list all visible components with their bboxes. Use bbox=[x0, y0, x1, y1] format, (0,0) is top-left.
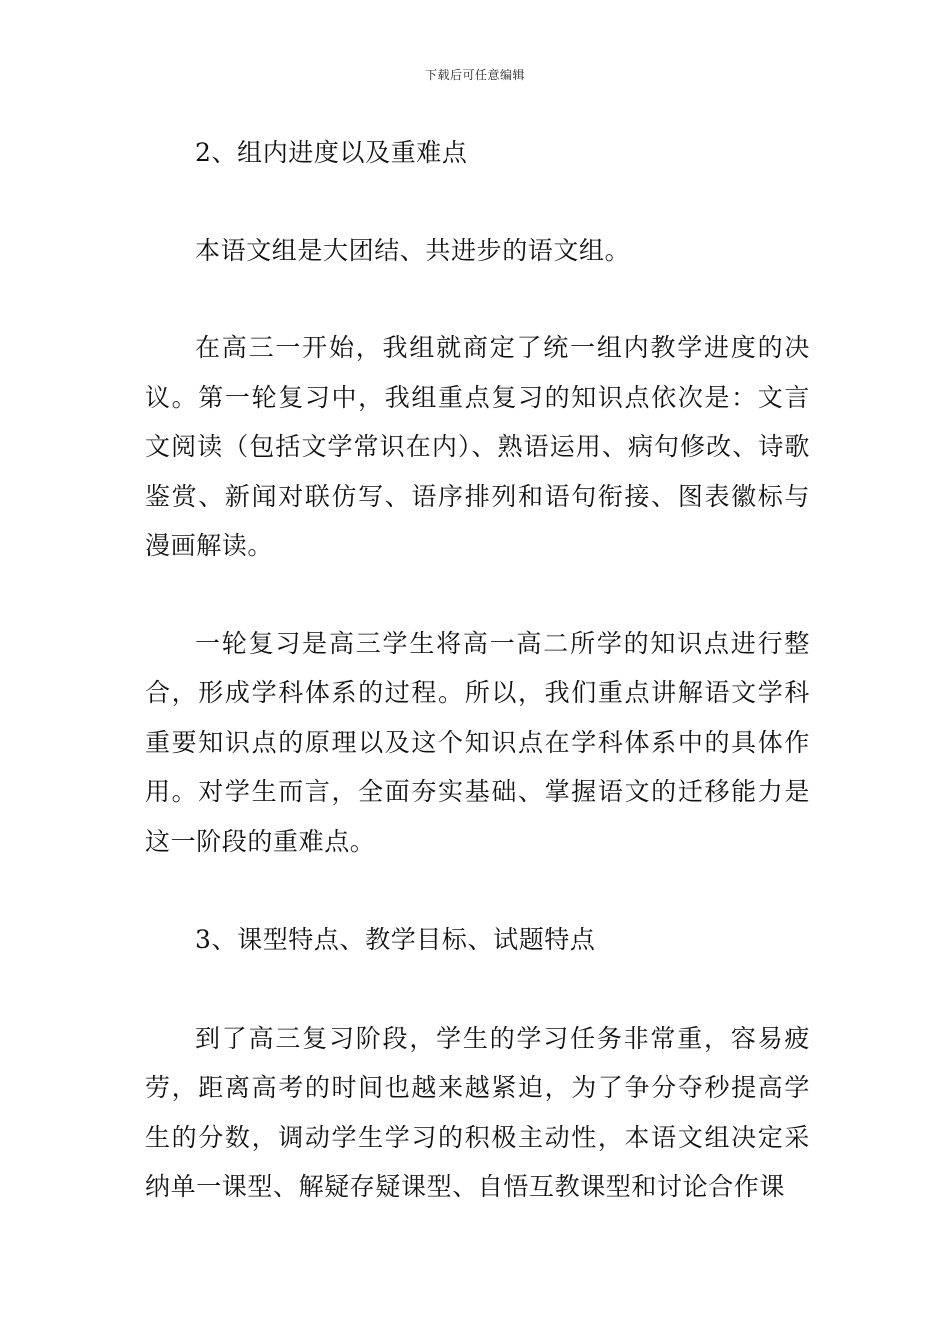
section-heading-2: 2、组内进度以及重难点 bbox=[195, 138, 468, 167]
page-header: 下载后可任意编辑 bbox=[424, 68, 525, 82]
paragraph-progress: 在高三一开始，我组就商定了统一组内教学进度的决议。第一轮复习中，我组重点复习的知识点依次是：文言文阅读（包括文学常识在内）、熟语运用、病句修改、诗歌鉴赏、新闻对联仿写、语序排列和语句衔接、图表徽标与漫画解读。 bbox=[145, 333, 810, 560]
paragraph-gap bbox=[145, 178, 810, 226]
paragraph-course-types: 到了高三复习阶段，学生的学习任务非常重，容易疲劳，距离高考的时间也越来越紧迫，为了争分夺秒提高学生的分数，调动学生学习的积极主动性，本语文组决定采纳单一课型、解疑存疑课型、自悟互教课型和讨论合作课 bbox=[145, 1023, 810, 1201]
paragraph-intro: 本语文组是大团结、共进步的语文组。 bbox=[195, 235, 631, 265]
paragraph-review: 一轮复习是高三学生将高一高二所学的知识点进行整合，形成学科体系的过程。所以，我们重点讲解语文学科重要知识点的原理以及这个知识点在学科体系中的具体作用。对学生而言，全面夯实基础、掌握语文的迁移能力是这一阶段的重难点。 bbox=[145, 628, 810, 856]
paragraph-gap bbox=[145, 866, 810, 915]
paragraph-gap bbox=[145, 965, 810, 1014]
paragraph-gap bbox=[145, 275, 810, 323]
section-heading-3: 3、课型特点、教学目标、试题特点 bbox=[195, 925, 596, 954]
document-body bbox=[145, 128, 810, 1212]
paragraph-gap bbox=[145, 571, 810, 619]
